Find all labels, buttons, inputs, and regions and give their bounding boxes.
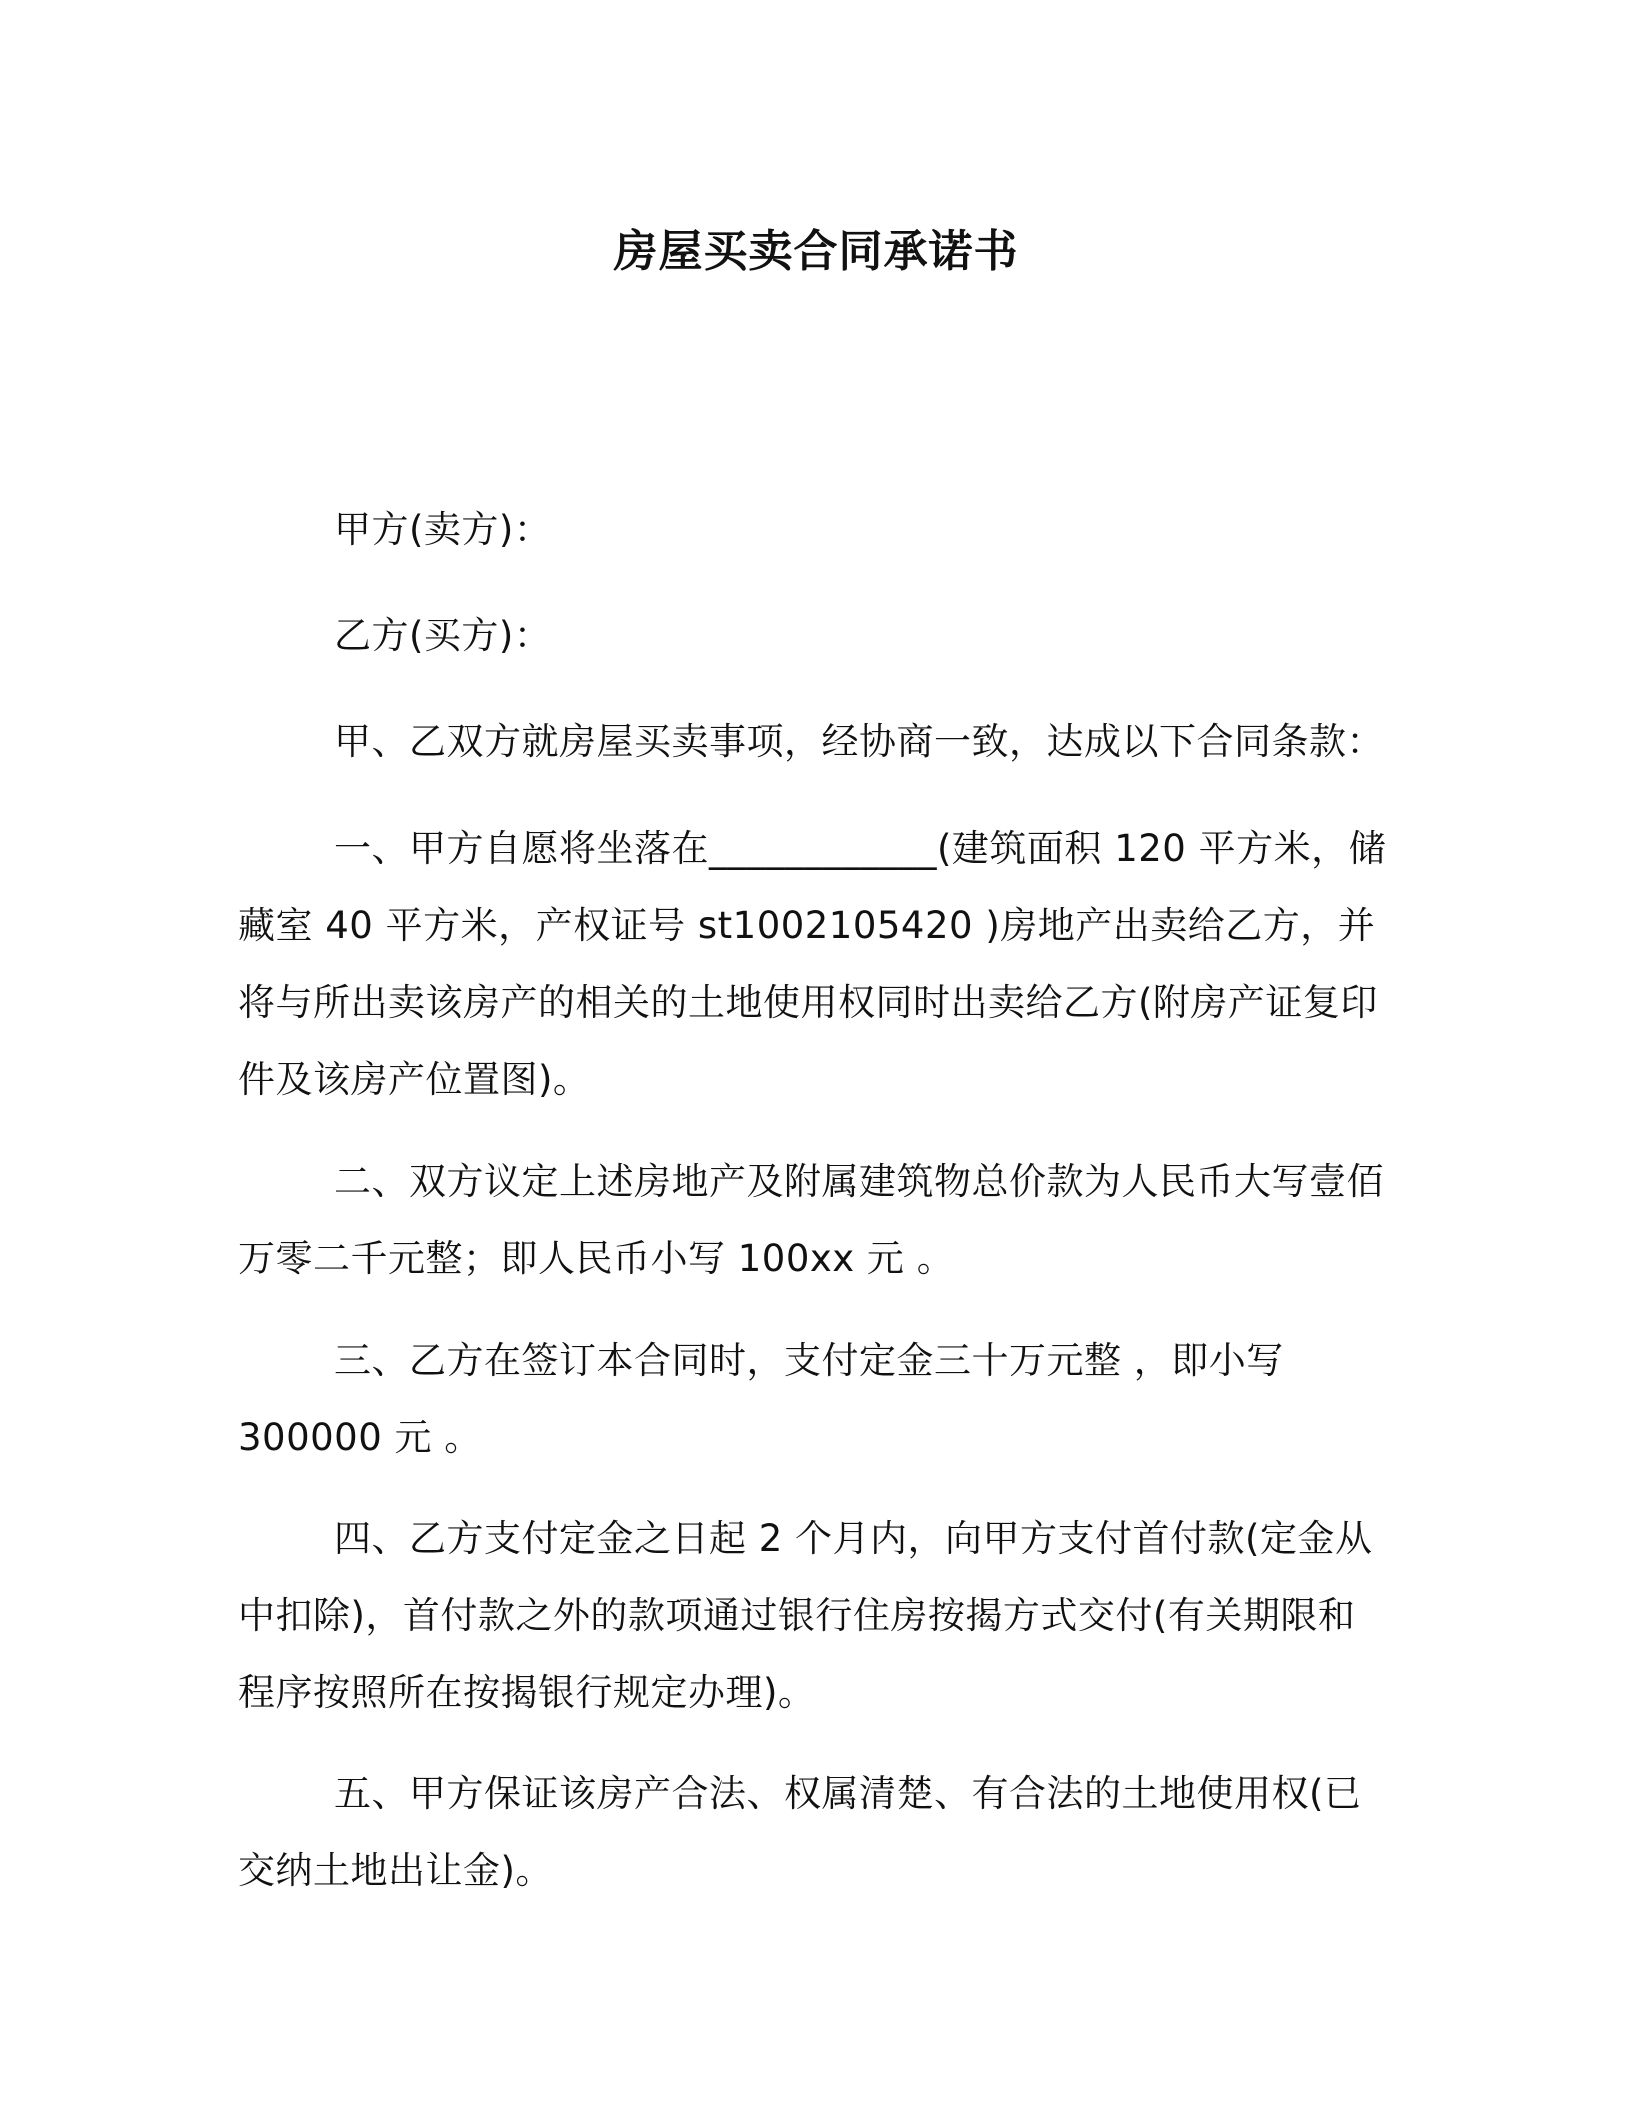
party-a-line: 甲方(卖方)：: [334, 508, 552, 551]
clause-5: 五、甲方保证该房产合法、权属清楚、有合法的土地使用权(已交纳土地出让金)。: [238, 1772, 1362, 1892]
clause-2: 二、双方议定上述房地产及附属建筑物总价款为人民币大写壹佰万零二千元整；即人民币小写 100xx 元 。: [238, 1160, 1384, 1280]
clause-4: 四、乙方支付定金之日起 2 个月内，向甲方支付首付款(定金从中扣除)，首付款之外的款项通过银行住房按揭方式交付(有关期限和程序按照所在按揭银行规定办理)。: [238, 1517, 1373, 1714]
clause-3: 三、乙方在签订本合同时，支付定金三十万元整 ，即小写 300000 元 。: [238, 1339, 1284, 1459]
party-b-line: 乙方(买方)：: [334, 614, 552, 657]
document-title: 房屋买卖合同承诺书: [613, 226, 1019, 277]
agreement-intro: 甲、乙双方就房屋买卖事项，经协商一致，达成以下合同条款：: [334, 720, 1384, 763]
clause-1: 一、甲方自愿将坐落在____________(建筑面积 120 平方米，储藏室 40 平方米，产权证号 st1002105420 )房地产出卖给乙方，并将与所出卖该房产的相关的土地使用权同时出卖给乙方(附房产证复印件及该房产位置图)。: [238, 827, 1387, 1101]
